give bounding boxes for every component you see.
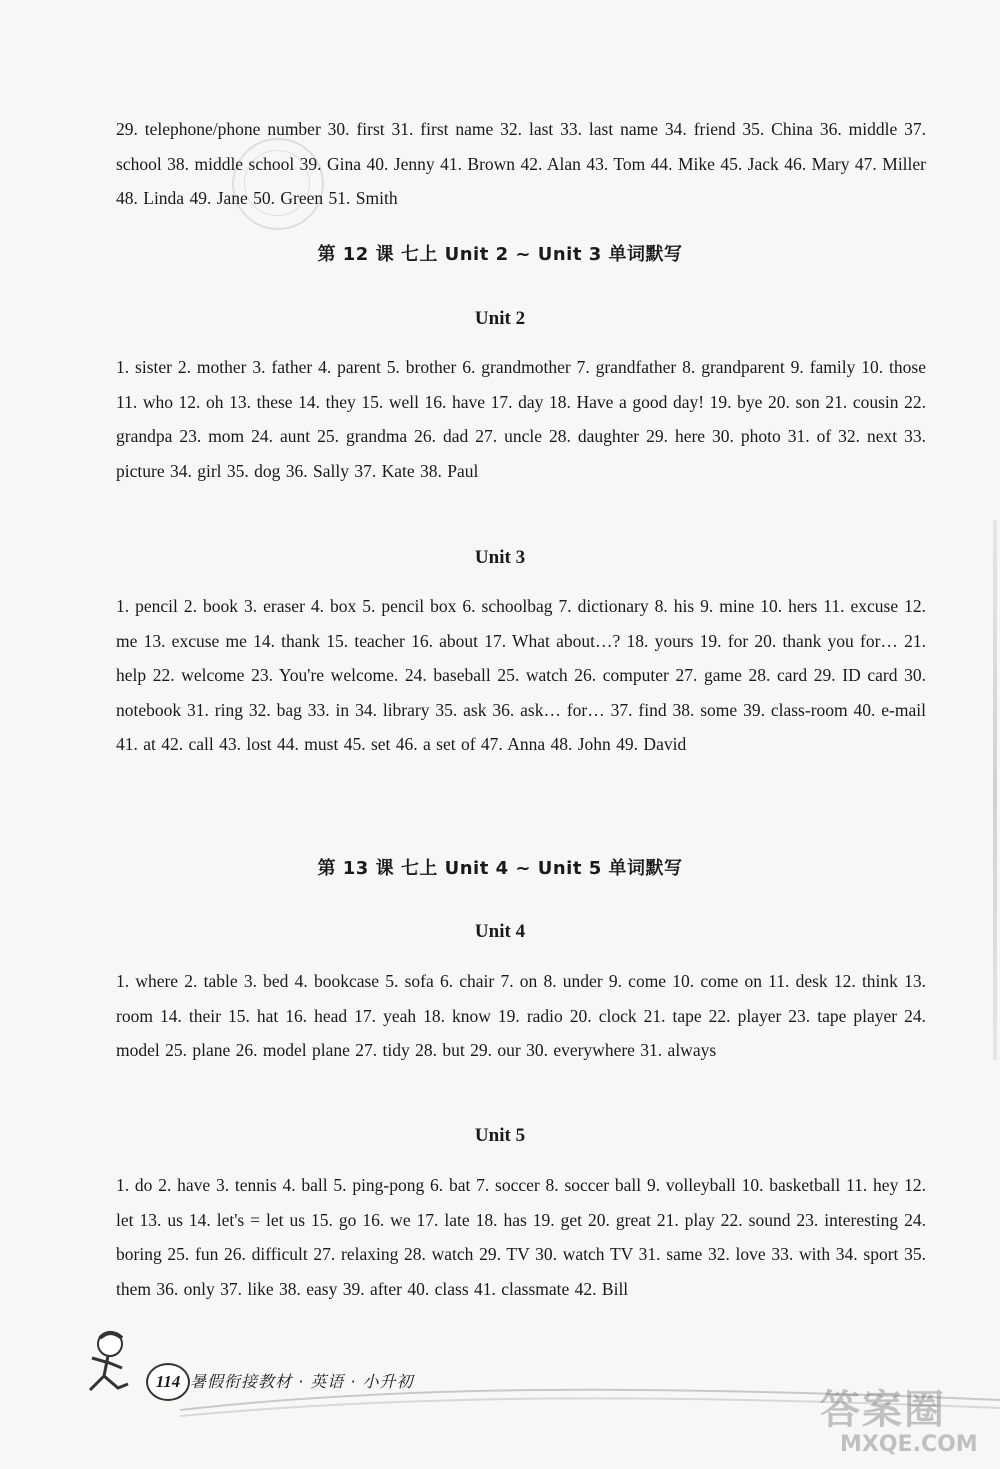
unit-4-vocab-list: 1. where 2. table 3. bed 4. bookcase 5. sofa 6. chair 7. on 8. under 9. come 10. come on 11. desk 12. think 13. room 14. their 15. hat 16. head 17. yeah 18. know 19. radio 20. clock 21. tape 22. player 23. tape player 24. model 25. plane 26. model plane 27. tidy 28. but 29. our 30. everywhere 31. always bbox=[116, 971, 926, 1060]
unit-3-vocab-list: 1. pencil 2. book 3. eraser 4. box 5. pencil box 6. schoolbag 7. dictionary 8. his 9. mine 10. hers 11. excuse 12. me 13. excuse me 14. thank 15. teacher 16. about 17. What about…? 18. yours 19. for 20. thank you for… 21. help 22. welcome 23. You're welcome. 24. baseball 25. watch 26. computer 27. game 28. card 29. ID card 30. notebook 31. ring 32. bag 33. in 34. library 35. ask 36. ask… for… 37. find 38. some 39. class-room 40. e-mail 41. at 42. call 43. lost 44. must 45. set 46. a set of 47. Anna 48. John 49. David bbox=[116, 596, 926, 754]
intro-vocab-list: 29. telephone/phone number 30. first 31. first name 32. last 33. last name 34. friend 35. China 36. middle 37. school 38. middle school 39. Gina 40. Jenny 41. Brown 42. Alan 43. Tom 44. Mike 45. Jack 46. Mary 47. Miller 48. Linda 49. Jane 50. Green 51. Smith bbox=[116, 119, 926, 208]
running-boy-mascot-icon bbox=[72, 1328, 144, 1402]
lesson-13-title: 第 13 课 七上 Unit 4 ~ Unit 5 单词默写 bbox=[317, 858, 683, 879]
unit-3-heading: Unit 3 bbox=[474, 547, 526, 568]
lesson-12-title: 第 12 课 七上 Unit 2 ~ Unit 3 单词默写 bbox=[317, 244, 683, 265]
unit-4-heading: Unit 4 bbox=[474, 921, 526, 942]
watermark-url: MXQE.COM bbox=[840, 1432, 978, 1457]
unit-5-vocab-list: 1. do 2. have 3. tennis 4. ball 5. ping-pong 6. bat 7. soccer 8. soccer ball 9. volleyball 10. basketball 11. hey 12. let 13. us 14. let's = let us 15. go 16. we 17. late 18. has 19. get 20. great 21. play 22. sound 23. interesting 24. boring 25. fun 26. difficult 27. relaxing 28. watch 29. TV 30. watch TV 31. same 32. love 33. with 34. sport 35. them 36. only 37. like 38. easy 39. after 40. class 41. classmate 42. Bill bbox=[116, 1175, 926, 1299]
unit-2-vocab-list: 1. sister 2. mother 3. father 4. parent 5. brother 6. grandmother 7. grandfather 8. grandparent 9. family 10. those 11. who 12. oh 13. these 14. they 15. well 16. have 17. day 18. Have a good day! 19. bye 20. son 21. cousin 22. grandpa 23. mom 24. aunt 25. grandma 26. dad 27. uncle 28. daughter 29. here 30. photo 31. of 32. next 33. picture 34. girl 35. dog 36. Sally 37. Kate 38. Paul bbox=[116, 357, 926, 481]
unit-5-heading: Unit 5 bbox=[474, 1125, 526, 1146]
watermark-logo: 答案圈 bbox=[820, 1387, 946, 1433]
page-edge-shadow bbox=[993, 520, 997, 1060]
book-title-footer: 暑假衔接教材 · 英语 · 小升初 bbox=[190, 1372, 414, 1391]
unit-2-heading: Unit 2 bbox=[474, 308, 526, 329]
page-number: 114 bbox=[146, 1363, 190, 1401]
